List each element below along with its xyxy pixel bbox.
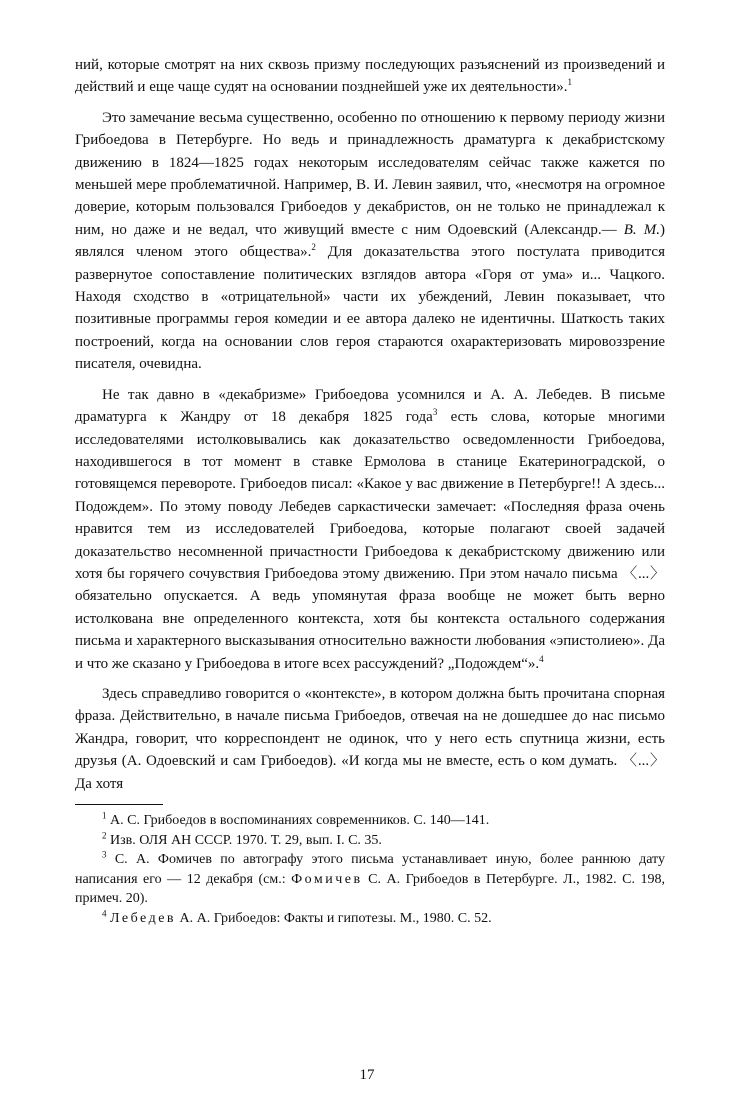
page-number: 17 [359,1067,375,1083]
footnote-3-author: Фомичев [291,871,363,887]
paragraph-3-text-b: есть слова, которые многими исследователями истолковывались как доказательство осведомленности Грибоедова, находившегося в тот момент в ставке Ермолова в станице Екатериноградской, о готовящемся перевороте. Грибоедов писал: «Какое у вас движение в Петербурге!! А здесь... Подождем». По этому поводу Лебедев саркастически замечает: «Последняя фраза очень нравится тем из исследователей Грибоедова, которые полагают своей задачей доказательство несомненной причастности Грибоедова к декабристскому движению или хотя бы горячего сочувствия Грибоедова этому движению. При этом начало письма 〈...〉 обязательно опускается. А ведь упомянутая фраза вообще не может быть верно истолкована вне определенного контекста, хотя бы контекста остального содержания письма и характерного высказывания относительно важности любования «эпистолиею». Да и что же сказано у Грибоедова в итоге всех рассуждений? „Подождем“». [75,409,665,672]
footnote-3-text-b: С. А. Грибоедов в Петербурге. Л., 1982. С. 198, примеч. 20). [75,871,666,906]
paragraph-1-text: ний, которые смотрят на них сквозь призму последующих разъяснений из произведений и действий и еще чаще судят на основании позднейшей уже их деятельности». [75,57,665,96]
footnote-number-3: 3 [102,849,107,860]
footnote-ref-3[interactable]: 3 [432,407,438,418]
paragraph-2 [75,107,665,376]
paragraph-1 [75,54,665,99]
footnote-number-4: 4 [102,907,107,918]
footnote-4-author: Лебедев [110,910,177,926]
footnote-number-1: 1 [102,810,107,821]
footnote-4-text: А. А. Грибоедов: Факты и гипотезы. М., 1980. С. 52. [176,910,492,926]
paragraph-2-italic: В. М. [623,221,660,238]
paragraph-3-text-a: Не так давно в «декабризме» Грибоедова усомнился и А. А. Лебедев. В письме драматурга к Жандру от 18 декабря 1825 года [75,386,665,426]
paragraph-2-text-c: Для доказательства этого постулата приводится развернутое сопоставление политических взглядов автора «Горя от ума» и... Чацкого. Находя сходство в «отрицательной» части их убеждений, Левин показывает, что позитивные программы героя комедии и ее автора далеко не идентичны. Шаткость таких построений, когда на основании слов героя стараются охарактеризовать мировоззрение писателя, очевидна. [75,244,665,373]
footnote-1-text: А. С. Грибоедов в воспоминаниях современников. С. 140—141. [110,813,490,828]
footnote-ref-4[interactable]: 4 [539,653,544,664]
footnote-1 [75,811,665,831]
footnote-number-2: 2 [102,829,107,840]
footnote-3-text-a: С. А. Фомичев по автографу этого письма устанавливает иную, более раннюю дату написания его — 12 декабря (см.: [75,852,665,887]
paragraph-2-text-a: Это замечание весьма существенно, особенно по отношению к первому периоду жизни Грибоедова в Петербурге. Но ведь и принадлежность драматурга к декабристскому движению в 1824—1825 годах некоторым исследователям сейчас также кажется по меньшей мере проблематичной. Например, В. И. Левин заявил, что, «несмотря на огромное доверие, которым пользовался Грибоедов у декабристов, он не только не принадлежал к ним, но даже и не ведал, что живущий вместе с ним Одоевский (Александр.— [75,109,665,238]
footnote-4 [75,909,665,929]
footnote-ref-2[interactable]: 2 [311,242,316,253]
page-body [75,54,665,928]
footnote-divider [75,804,163,805]
paragraph-4 [75,683,665,795]
footnote-2 [75,831,665,851]
paragraph-3 [75,384,665,675]
footnote-3 [75,850,665,909]
footnote-2-text: Изв. ОЛЯ АН СССР. 1970. Т. 29, вып. I. С. 35. [110,832,382,848]
paragraph-2-text-b: ) являлся членом этого общества». [75,221,665,261]
footnote-ref-1[interactable]: 1 [567,77,572,88]
paragraph-4-text: Здесь справедливо говорится о «контексте», в котором должна быть прочитана спорная фраза. Действительно, в начале письма Грибоедов, отвечая на не дошедшее до нас письмо Жандра, говорит, что корреспондент не одинок, что у него есть спутница жизни, есть друзья (А. Одоевский и сам Грибоедов). «И когда мы не вместе, есть о ком думать. 〈...〉 Да хотя [75,685,665,792]
